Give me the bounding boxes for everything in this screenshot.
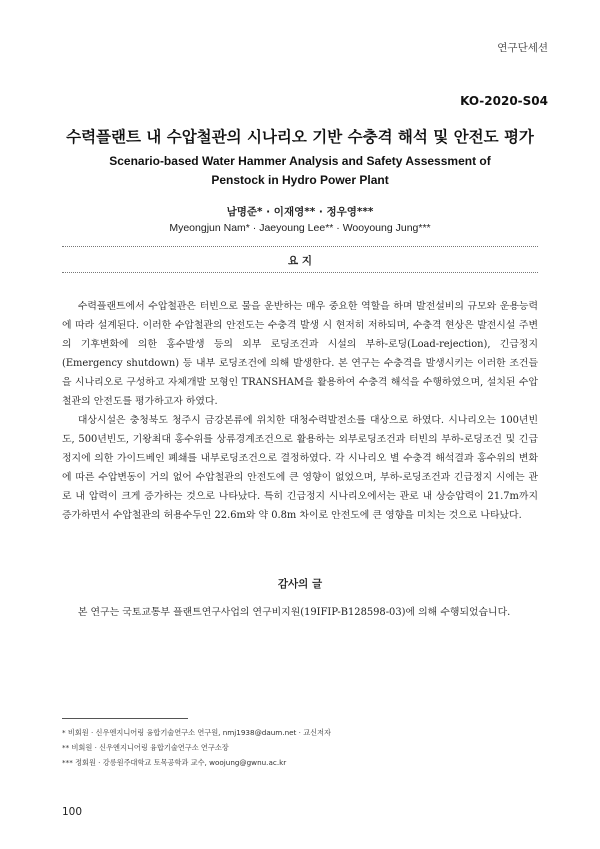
acknowledgement-heading: 감사의 글 [277,578,323,590]
title-korean: 수력플랜트 내 수압철관의 시나리오 기반 수충격 해석 및 안전도 평가 [66,128,534,146]
acknowledgement-text: 본 연구는 국토교통부 플랜트연구사업의 연구비지원(19IFIP-B128598-03)에 의해 수행되었습니다. [77,607,511,618]
paper-code: KO-2020-S04 [460,94,548,108]
abstract-paragraph: 대상시설은 충청북도 청주시 금강본류에 위치한 대청수력발전소를 대상으로 하였다. 시나리오는 100년빈도, 500년빈도, 기왕최대 홍수위를 상류경계조건으로 활용하는 외부로딩조건과 터빈의 부하-로딩조건 및 긴급정지에 의한 가이드베인 폐쇄를 내부로딩조건으로 결정하였다. 각 시나리오 별 수충격 해석결과 홍수위의 변화에 따른 수압변동이 거의 없어 수압철관의 안전도에 큰 영향이 없었으며, 부하-로딩조건과 긴급정지 시에는 관로 내 압력이 크게 증가하는 것으로 나타났다. 특히 긴급정지 시나리오에서는 관로 내 상승압력이 21.7m까지 증가하면서 수압철관의 허용수두인 22.6m와 약 0.8m 차이로 안전도에 큰 영향을 미치는 것으로 나타났다. [62,415,538,521]
title-english [0,152,600,190]
abstract-body [62,297,538,525]
title-english-line2: Penstock in Hydro Power Plant [211,173,389,187]
page-number: 100 [62,806,83,818]
footnote: *** 정회원 · 강릉원주대학교 토목공학과 교수, woojung@gwnu.ac.kr [62,758,287,767]
authors-korean: 남명준* · 이재영** · 정우영*** [226,206,374,218]
footnote-divider [62,718,188,719]
footnote: * 비회원 · 신우엔지니어링 융합기술연구소 연구원, nmj1938@daum.net · 교신저자 [62,728,331,737]
authors-english: Myeongjun Nam* · Jaeyoung Lee** · Wooyoung Jung*** [169,222,431,234]
footnotes [62,725,538,770]
abstract-bottom-rule [62,272,538,273]
acknowledgement-body [62,603,538,622]
abstract-heading: 요 지 [288,255,312,267]
title-english-line1: Scenario-based Water Hammer Analysis and Safety Assessment of [109,154,491,168]
section-tag: 연구단세션 [497,42,548,54]
abstract-paragraph: 수력플랜트에서 수압철관은 터빈으로 물을 운반하는 매우 중요한 역할을 하며 발전설비의 규모와 운용능력에 따라 설계된다. 이러한 수압철관의 안전도는 수충격 발생 시 현저히 저하되며, 수충격 현상은 발전시설 주변의 기후변화에 의한 홍수발생 등의 외부 로딩조건과 시설의 부하-로딩(Load-rejection), 긴급정지(Emergency shutdown) 등 내부 로딩조건에 의해 발생한다. 본 연구는 수충격을 발생시키는 이러한 조건들을 시나리오로 구성하고 자체개발 모형인 TRANSHAM을 활용하여 수충격 해석을 수행하였으며, 설치된 수압철관의 안전도를 평가하고자 하였다. [62,301,538,407]
footnote: ** 비회원 · 신우엔지니어링 융합기술연구소 연구소장 [62,743,229,752]
abstract-top-rule [62,246,538,247]
